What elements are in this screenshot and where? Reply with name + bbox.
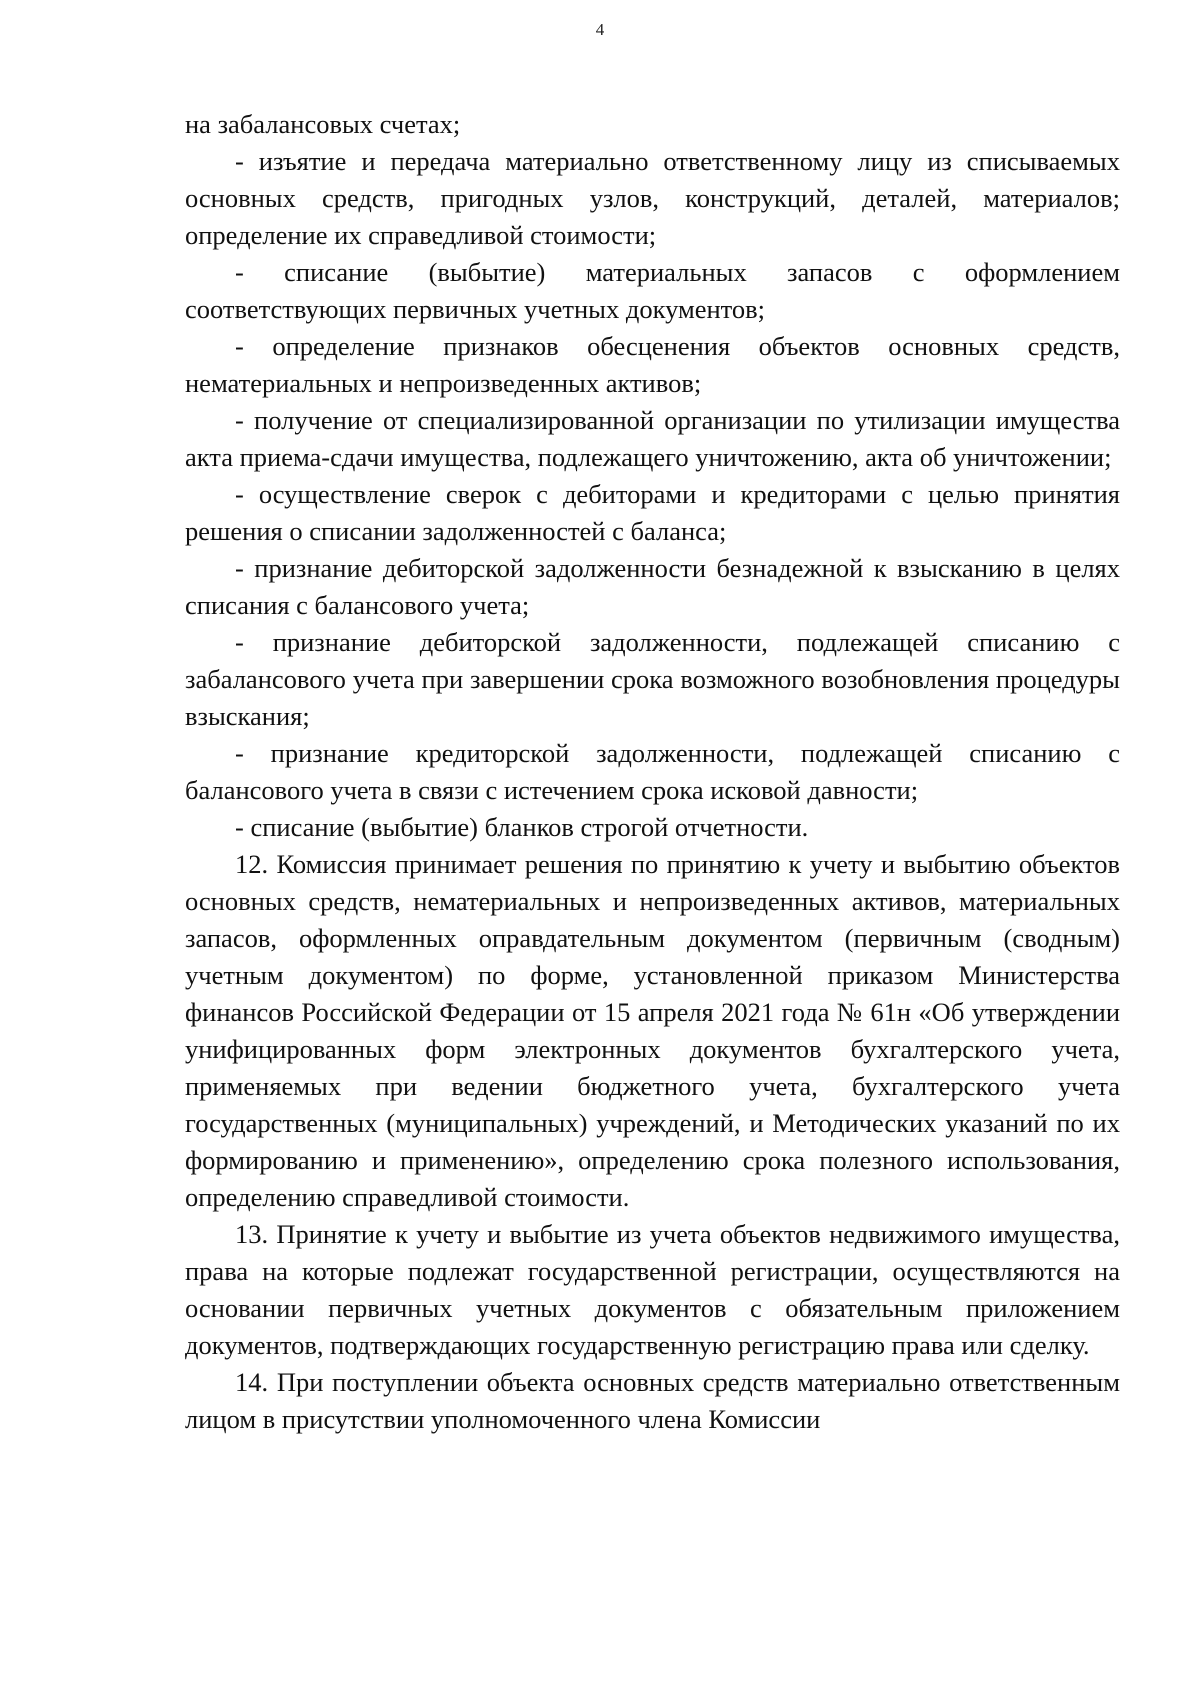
list-item-write-off-inventory: - списание (выбытие) материальных запасов с оформлением соответствующих первичных учетных документов; xyxy=(185,257,1120,324)
list-item-payables: - признание кредиторской задолженности, подлежащей списанию с балансового учета в связи с истечением срока исковой давности; xyxy=(185,738,1120,805)
document-body xyxy=(185,106,1120,1438)
list-item-impairment: - определение признаков обесценения объектов основных средств, нематериальных и непроизведенных активов; xyxy=(185,331,1120,398)
clause-14: 14. При поступлении объекта основных средств материально ответственным лицом в присутствии уполномоченного члена Комиссии xyxy=(185,1367,1120,1434)
page-number: 4 xyxy=(595,20,605,39)
list-item-strict-forms: - списание (выбытие) бланков строгой отчетности. xyxy=(235,812,809,842)
list-item-reconciliation: - осуществление сверок с дебиторами и кредиторами с целью принятия решения о списании задолженностей с баланса; xyxy=(185,479,1120,546)
list-item-disposal-act: - получение от специализированной организации по утилизации имущества акта приема-сдачи имущества, подлежащего уничтожению, акта об уничтожении; xyxy=(185,405,1120,472)
list-item-bad-debt: - признание дебиторской задолженности безнадежной к взысканию в целях списания с балансового учета; xyxy=(185,553,1120,620)
paragraph-continuation: на забалансовых счетах; xyxy=(185,109,461,139)
list-item-off-balance-debt: - признание дебиторской задолженности, подлежащей списанию с забалансового учета при завершении срока возможного возобновления процедуры взыскания; xyxy=(185,627,1120,731)
clause-12: 12. Комиссия принимает решения по принятию к учету и выбытию объектов основных средств, нематериальных и непроизведенных активов, материальных запасов, оформленных оправдательным документом (первичным (сводным) учетным документом) по форме, установленной приказом Министерства финансов Российской Федерации от 15 апреля 2021 года № 61н «Об утверждении унифицированных форм электронных документов бухгалтерского учета, применяемых при ведении бюджетного учета, бухгалтерского учета государственных (муниципальных) учреждений, и Методических указаний по их формированию и применению», определению срока полезного использования, определению справедливой стоимости. xyxy=(185,849,1120,1212)
clause-13: 13. Принятие к учету и выбытие из учета объектов недвижимого имущества, права на которые подлежат государственной регистрации, осуществляются на основании первичных учетных документов с обязательным приложением документов, подтверждающих государственную регистрацию права или сделку. xyxy=(185,1219,1120,1360)
list-item-seizure: - изъятие и передача материально ответственному лицу из списываемых основных средств, пригодных узлов, конструкций, деталей, материалов; определение их справедливой стоимости; xyxy=(185,146,1120,250)
